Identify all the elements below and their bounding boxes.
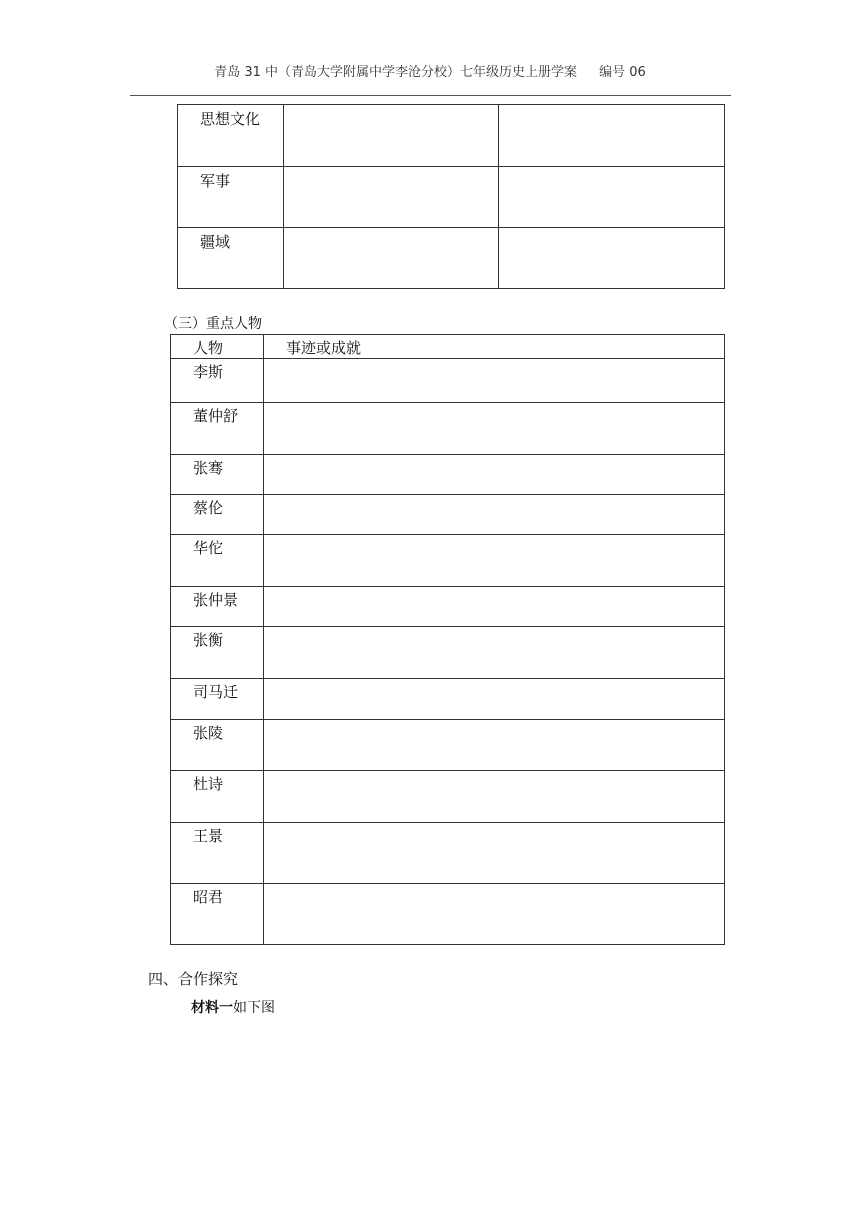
- era-summary-table: [177, 104, 725, 289]
- table-row: [171, 403, 725, 455]
- table-row: [171, 535, 725, 587]
- person-name: 蔡伦: [171, 495, 264, 535]
- answer-cell[interactable]: [284, 105, 499, 167]
- row-label-territory: 疆域: [178, 228, 284, 289]
- deeds-cell[interactable]: [264, 495, 725, 535]
- section-title-cooperative-inquiry: 四、合作探究: [148, 970, 239, 988]
- key-figures-table: [170, 334, 725, 945]
- table-row: [171, 627, 725, 679]
- deeds-cell[interactable]: [264, 403, 725, 455]
- table-row: [171, 823, 725, 884]
- column-header-person: 人物: [171, 335, 264, 359]
- table-row: [171, 720, 725, 771]
- person-name: 杜诗: [171, 771, 264, 823]
- answer-cell[interactable]: [284, 228, 499, 289]
- header-divider: [130, 95, 731, 96]
- header-number: 编号 06: [599, 65, 646, 80]
- header-title: 青岛 31 中（青岛大学附属中学李沧分校）七年级历史上册学案: [214, 65, 578, 80]
- table-row: [171, 495, 725, 535]
- answer-cell[interactable]: [499, 228, 725, 289]
- page-header: [0, 61, 860, 80]
- person-name: 董仲舒: [171, 403, 264, 455]
- deeds-cell[interactable]: [264, 587, 725, 627]
- deeds-cell[interactable]: [264, 823, 725, 884]
- answer-cell[interactable]: [284, 167, 499, 228]
- deeds-cell[interactable]: [264, 455, 725, 495]
- deeds-cell[interactable]: [264, 535, 725, 587]
- table-row: [171, 884, 725, 945]
- row-label-military: 军事: [178, 167, 284, 228]
- person-name: 张衡: [171, 627, 264, 679]
- deeds-cell[interactable]: [264, 771, 725, 823]
- column-header-deeds: 事迹或成就: [264, 335, 725, 359]
- person-name: 昭君: [171, 884, 264, 945]
- table-row: [171, 455, 725, 495]
- material-text: 如下图: [233, 1000, 275, 1016]
- table-row: [171, 771, 725, 823]
- table-row: [178, 105, 725, 167]
- material-line: [191, 997, 275, 1017]
- person-name: 司马迁: [171, 679, 264, 720]
- table-row: [178, 167, 725, 228]
- person-name: 华佗: [171, 535, 264, 587]
- deeds-cell[interactable]: [264, 679, 725, 720]
- deeds-cell[interactable]: [264, 720, 725, 771]
- table-row: [171, 587, 725, 627]
- deeds-cell[interactable]: [264, 359, 725, 403]
- section-title-key-figures: （三）重点人物: [164, 316, 262, 332]
- material-label: 材料一: [191, 1000, 233, 1016]
- person-name: 李斯: [171, 359, 264, 403]
- person-name: 张骞: [171, 455, 264, 495]
- person-name: 张仲景: [171, 587, 264, 627]
- row-label-culture: 思想文化: [178, 105, 284, 167]
- table-row: [178, 228, 725, 289]
- table-row: [171, 679, 725, 720]
- table-row: [171, 359, 725, 403]
- person-name: 张陵: [171, 720, 264, 771]
- answer-cell[interactable]: [499, 167, 725, 228]
- answer-cell[interactable]: [499, 105, 725, 167]
- deeds-cell[interactable]: [264, 884, 725, 945]
- person-name: 王景: [171, 823, 264, 884]
- deeds-cell[interactable]: [264, 627, 725, 679]
- table-header-row: [171, 335, 725, 359]
